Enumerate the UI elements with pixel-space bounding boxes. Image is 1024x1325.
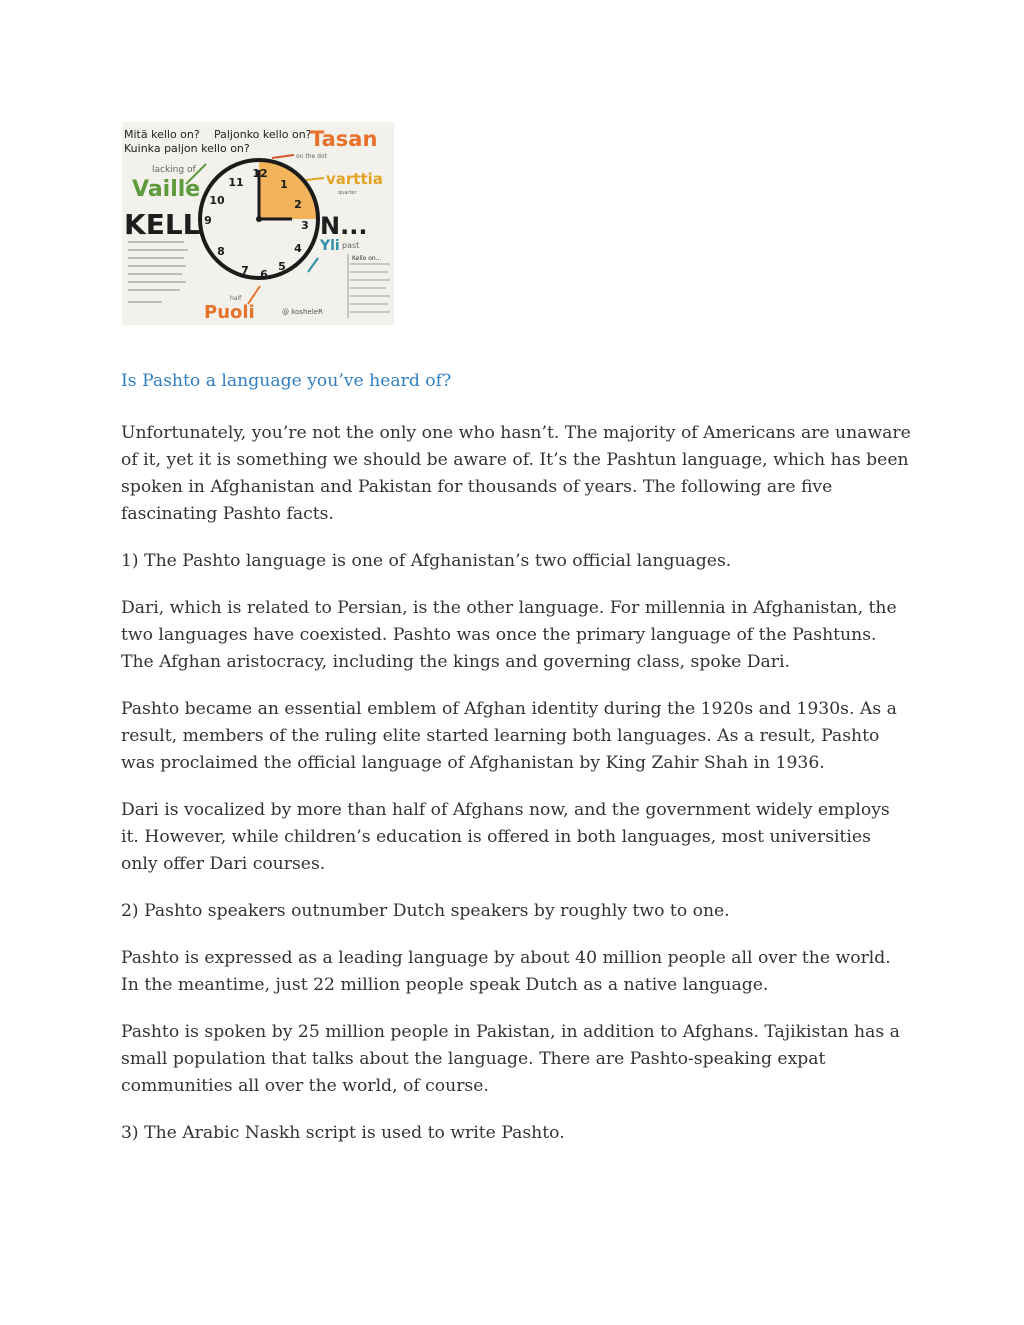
arrow-yli-icon bbox=[308, 258, 318, 272]
question-mita-kello-on: Mitä kello on? bbox=[124, 128, 200, 141]
article-body bbox=[121, 368, 911, 1167]
word-tasan: Tasan bbox=[310, 127, 378, 151]
clock-number-9: 9 bbox=[204, 214, 212, 227]
signature: @ kosheleR bbox=[282, 308, 323, 316]
word-varttia: varttia bbox=[326, 170, 383, 188]
clock-number-8: 8 bbox=[217, 245, 225, 258]
clock-number-6: 6 bbox=[260, 268, 268, 281]
question-kuinka-paljon: Kuinka paljon kello on? bbox=[124, 142, 250, 155]
clock-illustration-graphic bbox=[122, 122, 394, 325]
word-n: N... bbox=[320, 212, 368, 240]
clock-number-11: 11 bbox=[228, 176, 244, 189]
clock-number-4: 4 bbox=[294, 242, 302, 255]
gloss-on-the-dot: on the dot bbox=[296, 153, 327, 160]
paragraph-identity: Pashto became an essential emblem of Afghan identity during the 1920s and 1930s. As a result, members of the ruling elite started learning both languages. As a result, Pashto was proclaimed the official language of Afghanistan by King Zahir Shah in 1936. bbox=[121, 699, 897, 773]
paragraph-intro: Unfortunately, you’re not the only one who hasn’t. The majority of Americans are unaware of it, yet it is something we should be aware of. It’s the Pashtun language, which has been spoken in Afghanistan and Pakistan for thousands of years. The following are five fascinating Pashto facts. bbox=[121, 423, 911, 524]
gloss-lacking-of: lacking of bbox=[152, 165, 196, 175]
paragraph-fact-2-title: 2) Pashto speakers outnumber Dutch speakers by roughly two to one. bbox=[121, 901, 730, 921]
clock-number-3: 3 bbox=[301, 219, 309, 232]
clock-number-10: 10 bbox=[209, 194, 225, 207]
word-vaille: Vaille bbox=[132, 177, 201, 202]
clock-illustration bbox=[122, 122, 394, 325]
clock-number-1: 1 bbox=[280, 178, 288, 191]
paragraph-pakistan: Pashto is spoken by 25 million people in Pakistan, in addition to Afghans. Tajikistan has a small population that talks about the language. There are Pashto-speaking expat communities all over the world, of course. bbox=[121, 1022, 900, 1096]
clock-number-7: 7 bbox=[241, 264, 249, 277]
arrow-varttia-icon bbox=[306, 178, 324, 180]
arrow-tasan-icon bbox=[272, 155, 294, 158]
clock-number-5: 5 bbox=[278, 260, 286, 273]
paragraph-fact-1-title: 1) The Pashto language is one of Afghanistan’s two official languages. bbox=[121, 551, 732, 571]
paragraph-speakers: Pashto is expressed as a leading language by about 40 million people all over the world. In the meantime, just 22 million people speak Dutch as a native language. bbox=[121, 948, 891, 995]
paragraph-dari: Dari, which is related to Persian, is the other language. For millennia in Afghanistan, the two languages have coexisted. Pashto was once the primary language of the Pashtuns. The Afghan aristocracy, including the kings and governing class, spoke Dari. bbox=[121, 598, 897, 672]
clock-number-12: 12 bbox=[252, 167, 268, 180]
word-kell: KELL bbox=[124, 208, 201, 241]
clock-number-2: 2 bbox=[294, 198, 302, 211]
gloss-past: past bbox=[342, 241, 360, 250]
article-heading: Is Pashto a language you’ve heard of? bbox=[121, 371, 452, 391]
paragraph-fact-3-title: 3) The Arabic Naskh script is used to write Pashto. bbox=[121, 1123, 565, 1143]
gloss-half: half bbox=[230, 295, 242, 302]
question-paljonko-kello-on: Paljonko kello on? bbox=[214, 128, 312, 141]
paragraph-dari-usage: Dari is vocalized by more than half of Afghans now, and the government widely employs it. However, while children’s education is offered in both languages, most universities only offer Dari courses. bbox=[121, 800, 890, 874]
clock-center bbox=[256, 216, 262, 222]
gloss-quarter: quarter bbox=[338, 190, 357, 196]
word-yli: Yli bbox=[320, 238, 340, 254]
word-puoli: Puoli bbox=[204, 302, 255, 323]
table-kello-on: Kello on... bbox=[352, 255, 382, 262]
